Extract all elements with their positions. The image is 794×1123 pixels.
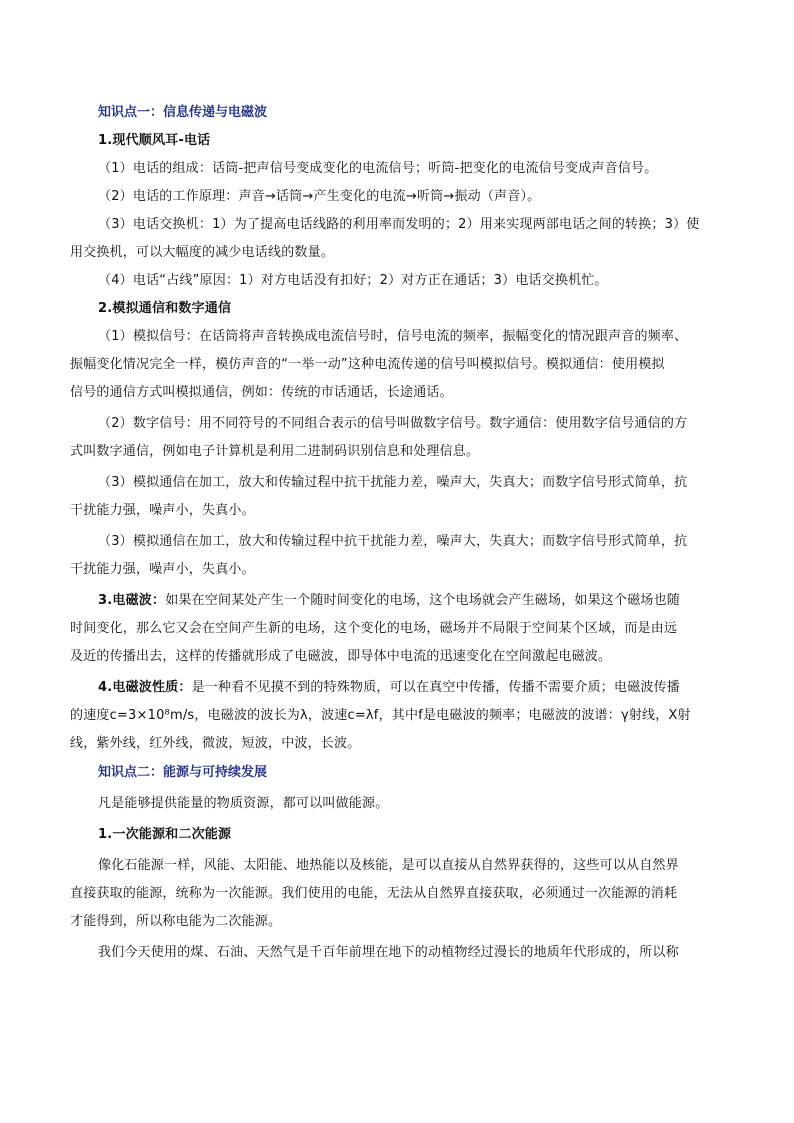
paragraph-line: 用交换机，可以大幅度的减少电话线的数量。 xyxy=(70,245,335,260)
paragraph-line: 我们今天使用的煤、石油、天然气是千百年前埋在地下的动植物经过漫长的地质年代形成的，所以称 xyxy=(98,945,679,960)
paragraph-line: 直接获取的能源，统称为一次能源。我们使用的电能，无法从自然界直接获取，必须通过一次能源的消耗 xyxy=(70,886,678,901)
paragraph-line: （4）电话“占线”原因：1）对方电话没有扣好；2）对方正在通话；3）电话交换机忙。 xyxy=(98,273,608,288)
subsection-title-telephone: 1.现代顺风耳-电话 xyxy=(98,133,211,148)
paragraph-line: （3）模拟通信在加工，放大和传输过程中抗干扰能力差，噪声大，失真大；而数字信号形式简单，抗 xyxy=(98,475,688,490)
paragraph-line: 如果在空间某处产生一个随时间变化的电场，这个电场就会产生磁场，如果这个磁场也随 xyxy=(165,593,680,608)
paragraph-line: 凡是能够提供能量的物质资源，都可以叫做能源。 xyxy=(98,796,389,811)
paragraph-line: 及近的传播出去，这样的传播就形成了电磁波，即导体中电流的迅速变化在空间激起电磁波。 xyxy=(70,649,612,664)
paragraph-electromagnetic-wave xyxy=(70,587,725,615)
paragraph-line: （1）电话的组成：话筒-把声信号变成变化的电流信号；听筒-把变化的电流信号变成声音信号。 xyxy=(98,161,658,176)
paragraph-line: （3）模拟通信在加工，放大和传输过程中抗干扰能力差，噪声大，失真大；而数字信号形式简单，抗 xyxy=(98,534,688,549)
section-title-2: 知识点二：能源与可持续发展 xyxy=(98,765,268,780)
document-page xyxy=(70,98,725,967)
paragraph-line: （3）电话交换机：1）为了提高电话线路的利用率而发明的；2）用来实现两部电话之间的转换；3）使 xyxy=(98,217,700,232)
paragraph-line: （1）模拟信号：在话筒将声音转换成电流信号时，信号电流的频率，振幅变化的情况跟声音的频率、 xyxy=(98,329,688,344)
paragraph-line: 像化石能源一样，风能、太阳能、地热能以及核能，是可以直接从自然界获得的，这些可以从自然界 xyxy=(98,858,679,873)
wave-properties-label: 4.电磁波性质： xyxy=(98,680,192,695)
paragraph-line: 才能得到，所以称电能为二次能源。 xyxy=(70,914,282,929)
paragraph-line: 是一种看不见摸不到的特殊物质，可以在真空中传播，传播不需要介质；电磁波传播 xyxy=(191,680,680,695)
paragraph-line: 干扰能力强，噪声小，失真小。 xyxy=(70,562,255,577)
paragraph-line: 线，紫外线，红外线，微波，短波，中波，长波。 xyxy=(70,736,361,751)
paragraph-line: 式叫数字通信，例如电子计算机是利用二进制码识别信息和处理信息。 xyxy=(70,444,480,459)
paragraph-line: 振幅变化情况完全一样，模仿声音的“一举一动”这种电流传递的信号叫模拟信号。模拟通信：使用模拟 xyxy=(70,357,665,372)
paragraph-line: （2）电话的工作原理：声音→话筒→产生变化的电流→听筒→振动（声音）。 xyxy=(98,189,541,204)
paragraph-line: （2）数字信号：用不同符号的不同组合表示的信号叫做数字信号。数字通信：使用数字信号通信的方 xyxy=(98,416,688,431)
subsection-title-energy-types: 1.一次能源和二次能源 xyxy=(98,827,232,842)
paragraph-line: 干扰能力强，噪声小，失真小。 xyxy=(70,503,255,518)
subsection-title-analog-digital: 2.模拟通信和数字通信 xyxy=(98,301,232,316)
paragraph-line: 时间变化，那么它又会在空间产生新的电场，这个变化的电场，磁场并不局限于空间某个区域，而是由远 xyxy=(70,621,678,636)
section-title-1: 知识点一：信息传递与电磁波 xyxy=(98,105,268,120)
electromagnetic-wave-label: 3.电磁波： xyxy=(98,593,166,608)
paragraph-line: 信号的通信方式叫模拟通信，例如：传统的市话通话，长途通话。 xyxy=(70,385,453,400)
paragraph-wave-properties xyxy=(70,674,725,702)
paragraph-line: 的速度c=3×10⁸m/s，电磁波的波长为λ，波速c=λf，其中f是电磁波的频率；电磁波的波谱：γ射线，X射 xyxy=(70,708,691,723)
